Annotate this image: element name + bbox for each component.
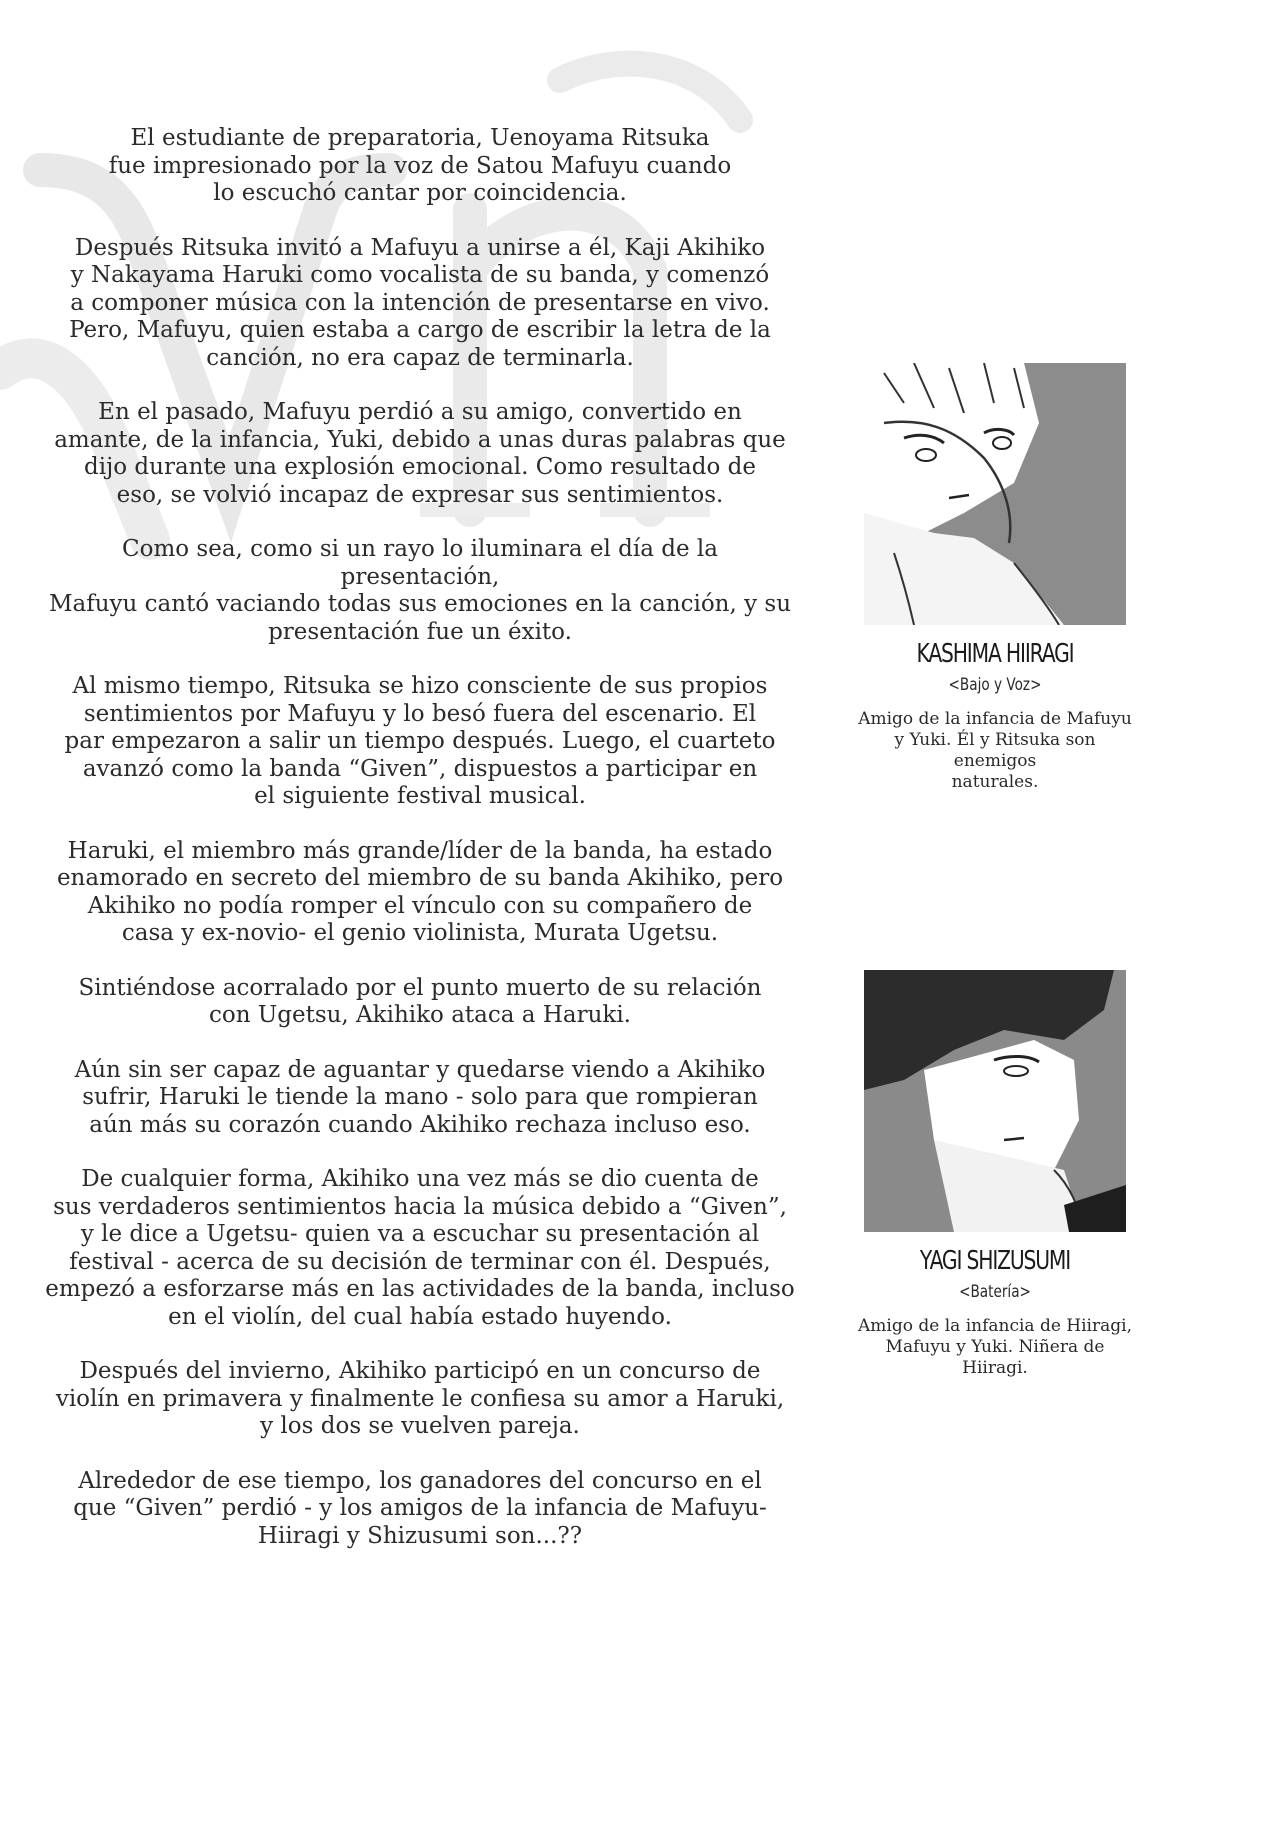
character-description: Amigo de la infancia de Mafuyu y Yuki. Él y Ritsuka son enemigos naturales.	[858, 709, 1132, 792]
synopsis-paragraph: En el pasado, Mafuyu perdió a su amigo, convertido en amante, de la infancia, Yuki, debido a unas duras palabras que dijo durante una explosión emocional. Como resultado de eso, se volvió incapaz de expresar sus sentimientos.	[54, 399, 786, 508]
synopsis-paragraph: Después del invierno, Akihiko participó en un concurso de violín en primavera y finalmente le confiesa su amor a Haruki, y los dos se vuelven pareja.	[55, 1358, 785, 1439]
synopsis-paragraph: Como sea, como si un rayo lo iluminara el día de la presentación, Mafuyu cantó vaciando todas sus emociones en la canción, y su presentación fue un éxito.	[48, 536, 792, 645]
character-name: KASHIMA HIIRAGI	[916, 639, 1074, 669]
character-description: Amigo de la infancia de Hiiragi, Mafuyu y Yuki. Niñera de Hiiragi.	[858, 1316, 1132, 1378]
shizusumi-portrait	[864, 970, 1126, 1232]
synopsis-paragraph: El estudiante de preparatoria, Uenoyama Ritsuka fue impresionado por la voz de Satou Mafuyu cuando lo escuchó cantar por coincidencia.	[108, 125, 732, 206]
synopsis-paragraph: Sintiéndose acorralado por el punto muerto de su relación con Ugetsu, Akihiko ataca a Haruki.	[78, 974, 762, 1028]
character-role: <Bajo y Voz>	[948, 675, 1042, 695]
character-name: YAGI SHIZUSUMI	[919, 1246, 1071, 1276]
synopsis-text	[40, 125, 800, 1577]
character-role: <Batería>	[959, 1282, 1031, 1302]
synopsis-paragraph: De cualquier forma, Akihiko una vez más se dio cuenta de sus verdaderos sentimientos hacia la música debido a “Given”, y le dice a Ugetsu- quien va a escuchar su presentación al festival - acerca de su decisión de terminar con él. Después, empezó a esforzarse más en las actividades de la banda, incluso en el violín, del cual había estado huyendo.	[45, 1166, 795, 1330]
character-card-shizusumi	[855, 970, 1135, 1379]
character-card-hiiragi	[855, 363, 1135, 793]
synopsis-paragraph: Después Ritsuka invitó a Mafuyu a unirse a él, Kaji Akihiko y Nakayama Haruki como vocalista de su banda, y comenzó a componer música con la intención de presentarse en vivo. Pero, Mafuyu, quien estaba a cargo de escribir la letra de la canción, no era capaz de terminarla.	[69, 234, 771, 371]
synopsis-paragraph: Alrededor de ese tiempo, los ganadores del concurso en el que “Given” perdió - y los amigos de la infancia de Mafuyu- Hiiragi y Shizusumi son...??	[73, 1467, 767, 1549]
synopsis-paragraph: Aún sin ser capaz de aguantar y quedarse viendo a Akihiko sufrir, Haruki le tiende la mano - solo para que rompieran aún más su corazón cuando Akihiko rechaza incluso eso.	[74, 1056, 766, 1138]
synopsis-paragraph: Haruki, el miembro más grande/líder de la banda, ha estado enamorado en secreto del miembro de su banda Akihiko, pero Akihiko no podía romper el vínculo con su compañero de casa y ex-novio- el genio violinista, Murata Ugetsu.	[56, 837, 784, 946]
hiiragi-portrait	[864, 363, 1126, 625]
synopsis-paragraph: Al mismo tiempo, Ritsuka se hizo consciente de sus propios sentimientos por Mafuyu y lo besó fuera del escenario. El par empezaron a salir un tiempo después. Luego, el cuarteto avanzó como la banda “Given”, dispuestos a participar en el siguiente festival musical.	[64, 673, 776, 809]
